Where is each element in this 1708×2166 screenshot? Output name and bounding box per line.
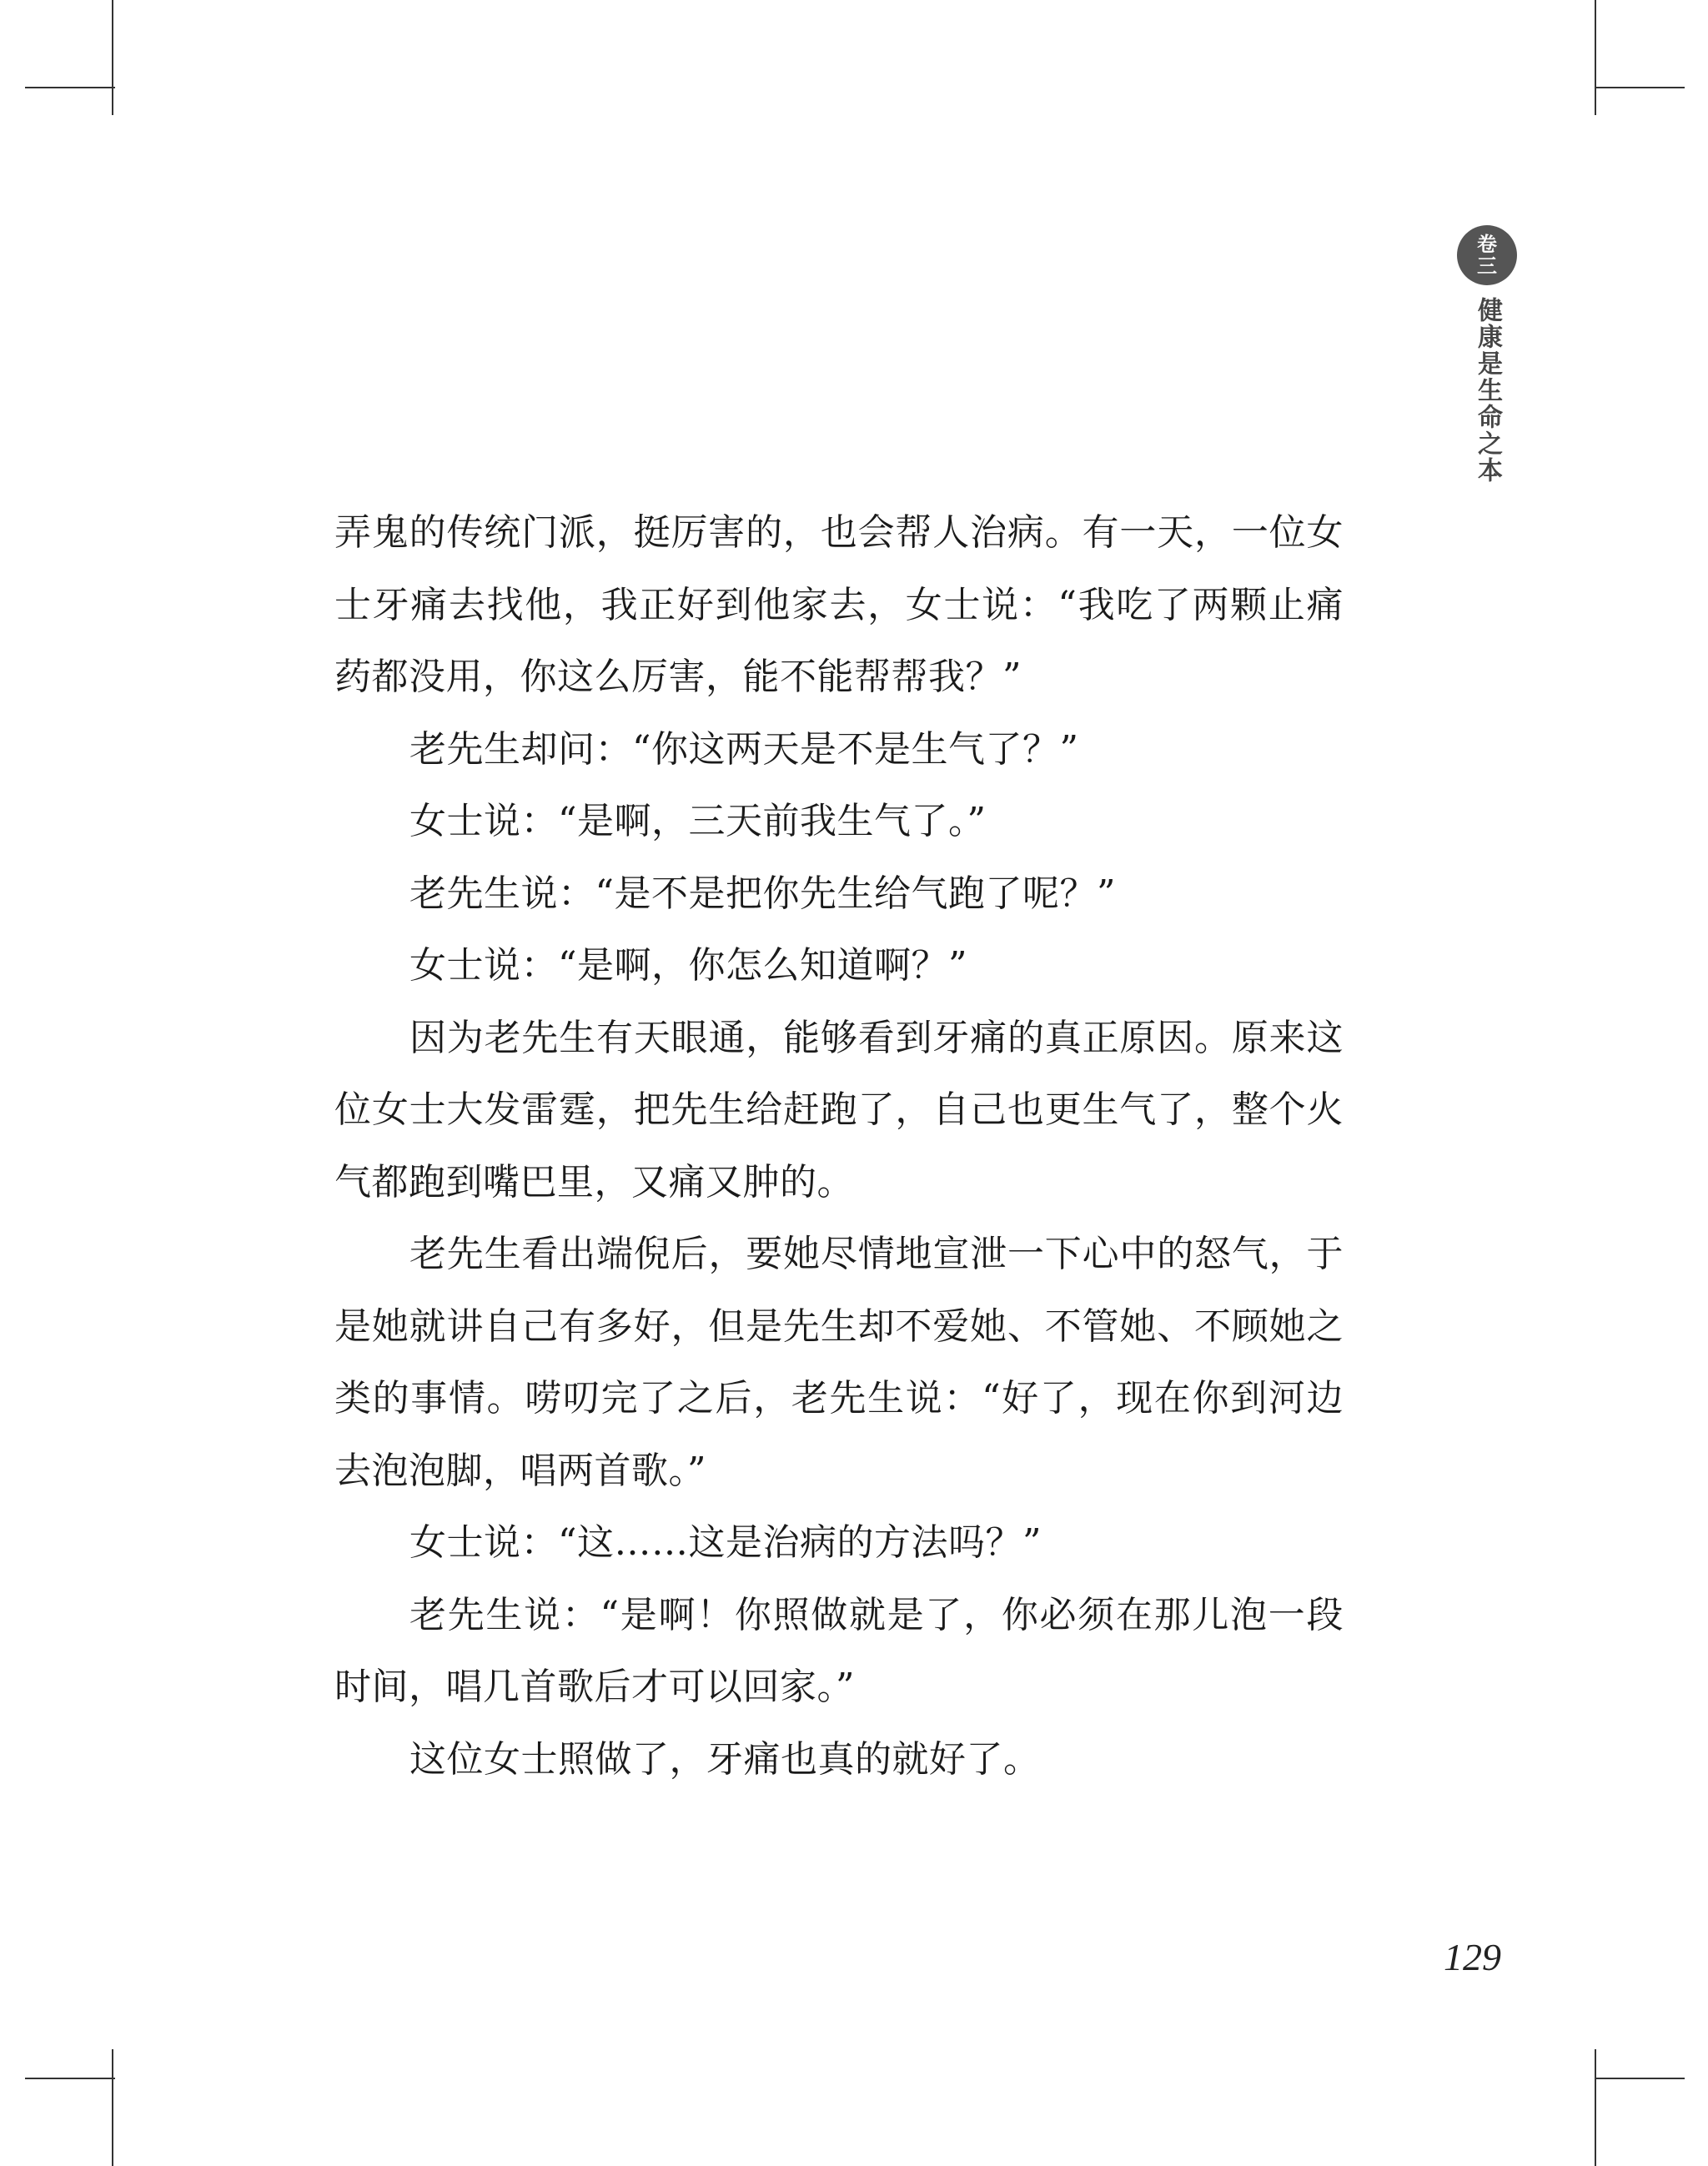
crop-mark-top-left-vertical [112, 0, 113, 115]
paragraph: 老先生说：“是啊！你照做就是了，你必须在那儿泡一段时间，唱几首歌后才可以回家。” [334, 1593, 1344, 1708]
crop-mark-bottom-right-vertical [1595, 2049, 1596, 2166]
paragraph: 弄鬼的传统门派，挺厉害的，也会帮人治病。有一天，一位女士牙痛去找他，我正好到他家去，女士说：“我吃了两颗止痛药都没用，你这么厉害，能不能帮帮我？” [334, 511, 1344, 698]
paragraph: 女士说：“这……这是治病的方法吗？” [409, 1521, 1042, 1564]
crop-mark-bottom-right-horizontal [1595, 2078, 1685, 2079]
chapter-side-tab [1457, 225, 1517, 484]
paragraph: 女士说：“是啊，你怎么知道啊？” [409, 944, 967, 987]
crop-mark-top-right-horizontal [1595, 87, 1685, 88]
volume-badge [1457, 225, 1517, 285]
paragraph: 这位女士照做了，牙痛也真的就好了。 [409, 1737, 1041, 1781]
crop-mark-top-left-horizontal [25, 87, 115, 88]
body-text [334, 497, 1344, 1796]
page-number: 129 [1444, 1936, 1501, 1978]
volume-badge-char: 三 [1477, 254, 1497, 278]
paragraph: 因为老先生有天眼通，能够看到牙痛的真正原因。原来这位女士大发雷霆，把先生给赶跑了，自己也更生气了，整个火气都跑到嘴巴里，又痛又肿的。 [334, 1016, 1344, 1204]
paragraph: 女士说：“是啊，三天前我生气了。” [409, 800, 987, 842]
volume-badge-char: 卷 [1477, 233, 1497, 256]
crop-mark-bottom-left-horizontal [25, 2078, 115, 2079]
chapter-title-vertical: 健康是生命之本 [1473, 297, 1502, 484]
paragraph: 老先生却问：“你这两天是不是生气了？” [409, 727, 1079, 771]
paragraph: 老先生说：“是不是把你先生给气跑了呢？” [409, 872, 1116, 915]
crop-mark-bottom-left-vertical [112, 2049, 113, 2166]
paragraph: 老先生看出端倪后，要她尽情地宣泄一下心中的怒气，于是她就讲自己有多好，但是先生却不爱她、不管她、不顾她之类的事情。唠叨完了之后，老先生说：“好了，现在你到河边去泡泡脚，唱两首歌。” [334, 1233, 1344, 1492]
crop-mark-top-right-vertical [1595, 0, 1596, 115]
